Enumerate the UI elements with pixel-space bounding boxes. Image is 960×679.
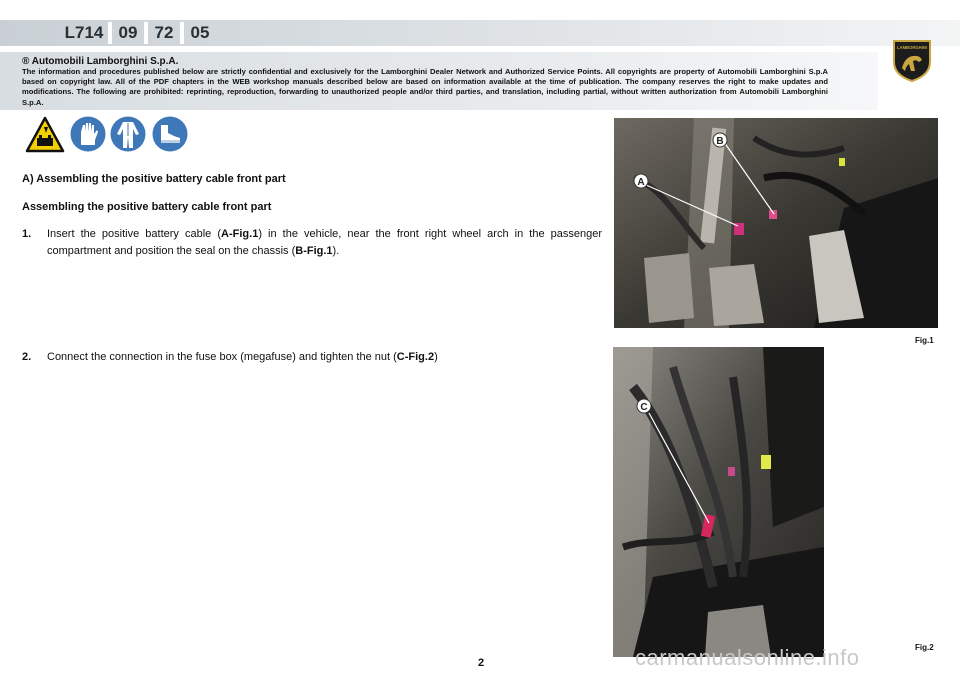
step-number: 2. (22, 351, 32, 363)
model-code: L714 (64, 23, 104, 42)
group-code: 09 (118, 23, 138, 42)
procedure-heading: Assembling the positive battery cable front part (22, 201, 272, 213)
figure-2-photo (613, 347, 824, 657)
safety-shoes-icon (152, 116, 188, 152)
step-number: 1. (22, 228, 32, 240)
figure-2-caption: Fig.2 (915, 643, 934, 652)
company-name: ® Automobili Lamborghini S.p.A. (22, 56, 179, 67)
callout-a: A (637, 177, 645, 188)
figure-reference: B-Fig.1 (295, 245, 333, 257)
lamborghini-logo (891, 38, 933, 82)
watermark: carmanualsonline.info (635, 645, 860, 670)
step-text: Insert the positive battery cable (A-Fig.1) in the vehicle, near the front right wheel arch in the passenger compartment and position the seal on the chassis (B-Fig.1). (47, 228, 602, 257)
page-number: 2 (478, 657, 485, 669)
warning-battery-icon (25, 116, 65, 154)
subgroup-code: 72 (154, 23, 174, 42)
callout-b: B (716, 136, 724, 147)
step-2 (22, 349, 602, 366)
figure-reference: C-Fig.2 (396, 351, 435, 363)
step-text: Connect the connection in the fuse box (megafuse) and tighten the nut (C-Fig.2) (47, 351, 438, 363)
figure-reference: A-Fig.1 (221, 228, 259, 240)
figure-1-caption: Fig.1 (915, 336, 934, 345)
confidentiality-notice: The information and procedures published below are strictly confidential and exclusively for the Lamborghini Dealer Network and Authorized Service Points. All copyrights are property of Automobili Lamborghini S.p.A based on copyright law. All of the PDF chapters in the WEB workshop manuals described below are based on information available at the time of publication. The company reserves the right to make updates and modifications. The following are prohibited: reprinting, reproduction, forwarding to unauthorized people and/or third parties, and translation, including partial, without written authorization from Automobili Lamborghini S.p.A. (22, 67, 828, 107)
protective-suit-icon (110, 116, 146, 152)
figure-1-photo (614, 118, 938, 328)
step-1 (22, 226, 602, 260)
section-heading: A) Assembling the positive battery cable front part (22, 173, 286, 185)
callout-c: C (640, 402, 648, 413)
logo-text: LAMBORGHINI (896, 45, 928, 50)
protective-gloves-icon (70, 116, 106, 152)
procedure-code: 05 (190, 23, 210, 42)
